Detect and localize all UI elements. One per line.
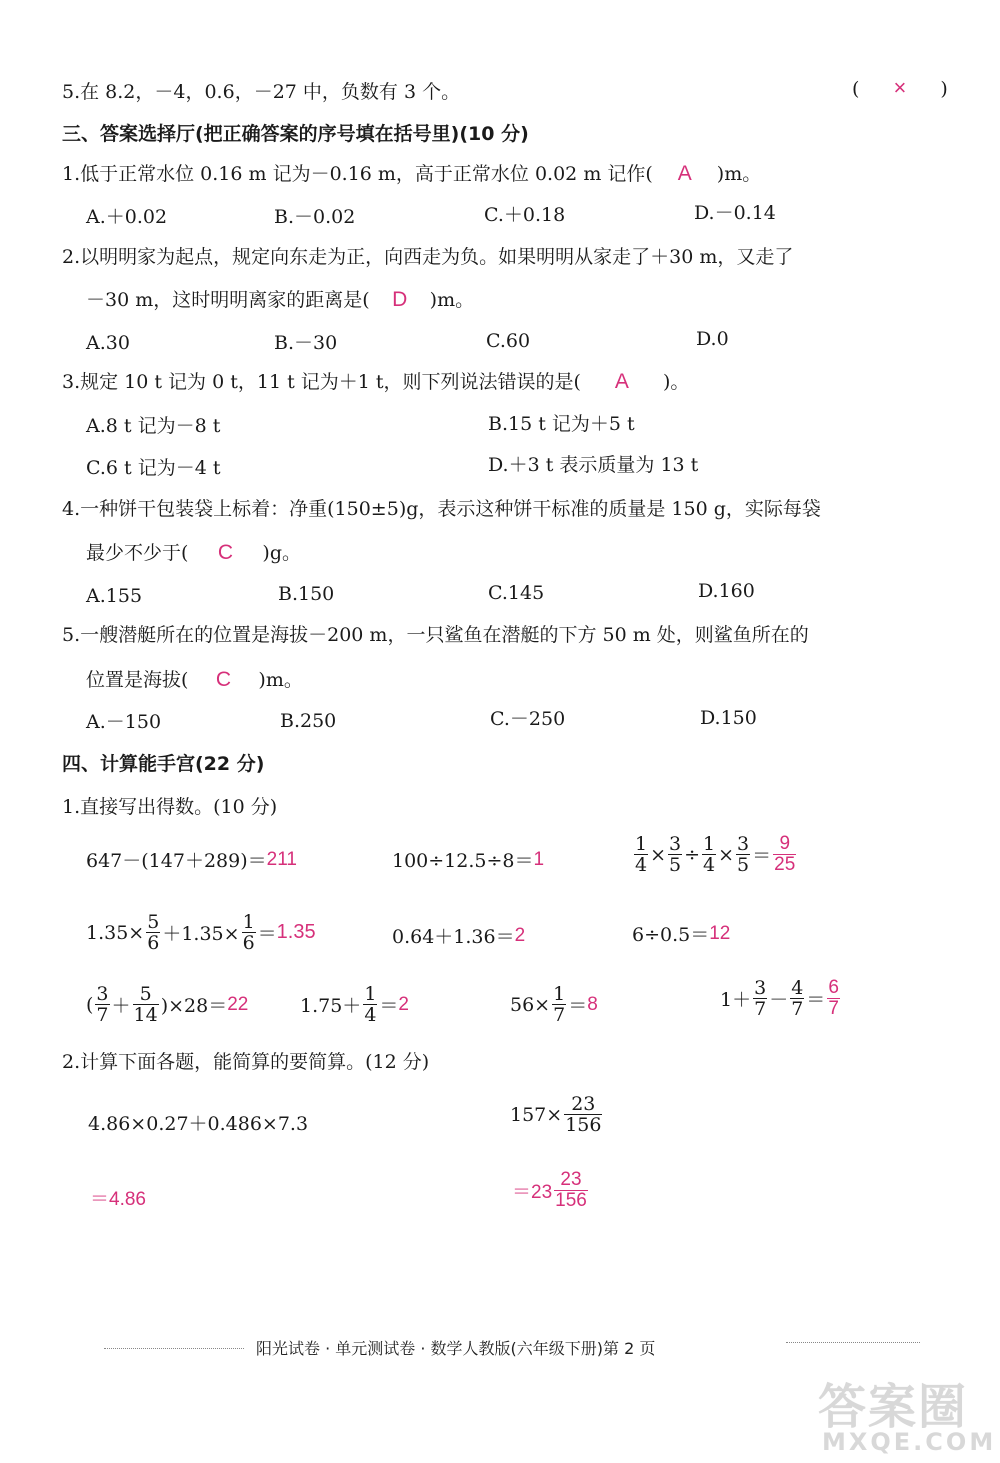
calc-1-answer: ＝4.86 bbox=[90, 1189, 146, 1210]
numerator: 23 bbox=[560, 1169, 582, 1190]
footer-text: 阳光试卷 · 单元测试卷 · 数学人教版(六年级下册)第 2 页 bbox=[256, 1339, 656, 1358]
denominator: 7 bbox=[791, 998, 804, 1020]
denominator: 7 bbox=[96, 1004, 109, 1026]
expr-7-answer: 22 bbox=[227, 993, 249, 1015]
expr-5-text: 0.64＋1.36＝ bbox=[392, 926, 515, 948]
section-4-title: 四、计算能手宫(22 分) bbox=[62, 753, 265, 775]
denominator: 6 bbox=[242, 932, 255, 954]
equals: ＝ bbox=[379, 995, 399, 1017]
expr-2-answer: 1 bbox=[533, 848, 545, 870]
q4-option-b: B.150 bbox=[278, 583, 335, 605]
fraction bbox=[133, 984, 159, 1025]
denominator: 7 bbox=[553, 1004, 566, 1026]
denominator: 5 bbox=[669, 854, 682, 876]
fraction bbox=[753, 978, 767, 1019]
expr-4-part: 1.35× bbox=[86, 921, 145, 944]
fraction bbox=[363, 984, 377, 1025]
equals: ＝ bbox=[752, 845, 772, 867]
numerator: 3 bbox=[96, 983, 109, 1005]
expr-5-answer: 2 bbox=[514, 924, 526, 946]
denominator: 4 bbox=[635, 854, 648, 876]
prev-item-bracket bbox=[852, 76, 948, 101]
expr-9-answer: 8 bbox=[587, 993, 598, 1015]
q1-option-c: C.＋0.18 bbox=[484, 204, 566, 226]
expr-10-part: 1＋ bbox=[720, 989, 752, 1011]
q4-line1: 4.一种饼干包装袋上标着：净重(150±5)g，表示这种饼干标准的质量是 150 g，实际每袋 bbox=[62, 498, 821, 520]
q4-option-c: C.145 bbox=[488, 582, 545, 604]
calc-2-part: 157× bbox=[510, 1103, 563, 1126]
q2-option-b: B.－30 bbox=[274, 332, 338, 354]
q1-stem bbox=[62, 162, 761, 186]
numerator: 5 bbox=[147, 911, 160, 933]
expr-4 bbox=[86, 912, 316, 953]
q2-text: －30 m，这时明明离家的距离是( bbox=[86, 289, 370, 311]
calc-2-expr bbox=[510, 1094, 604, 1135]
fraction bbox=[634, 834, 648, 875]
answer-fraction bbox=[827, 978, 840, 1019]
denominator: 5 bbox=[737, 854, 750, 876]
section-3-title: 三、答案选择厅(把正确答案的序号填在括号里)(10 分) bbox=[62, 123, 529, 145]
bracket-open: ( bbox=[852, 78, 860, 100]
numerator: 3 bbox=[669, 833, 682, 855]
numerator: 1 bbox=[703, 833, 716, 855]
denominator: 7 bbox=[828, 998, 839, 1019]
expr-8-part: 1.75＋ bbox=[300, 995, 362, 1017]
denominator: 6 bbox=[147, 932, 160, 954]
q4-option-a: A.155 bbox=[86, 585, 143, 607]
equals: ＝ bbox=[568, 995, 588, 1017]
expr-8-answer: 2 bbox=[398, 993, 409, 1015]
expr-7-part: )×28＝ bbox=[160, 995, 228, 1017]
q3-stem bbox=[62, 370, 689, 394]
denominator: 156 bbox=[555, 1190, 587, 1211]
equals: ＝ bbox=[806, 989, 826, 1011]
q2-unit: )m。 bbox=[429, 289, 475, 311]
expr-5 bbox=[392, 922, 525, 949]
numerator: 3 bbox=[754, 977, 767, 999]
expr-1 bbox=[86, 846, 297, 873]
operator: × bbox=[650, 843, 667, 866]
q3-option-c: C.6 t 记为－4 t bbox=[86, 457, 221, 479]
q1-option-b: B.－0.02 bbox=[274, 206, 356, 228]
q4-line2 bbox=[86, 541, 301, 565]
bracket-close: ) bbox=[940, 78, 948, 100]
q1-text: 1.低于正常水位 0.16 m 记为－0.16 m，高于正常水位 0.02 m 记作( bbox=[62, 163, 653, 185]
numerator: 9 bbox=[779, 833, 791, 854]
fraction bbox=[668, 834, 682, 875]
expr-2 bbox=[392, 846, 544, 873]
denominator: 25 bbox=[774, 854, 796, 875]
fraction bbox=[146, 912, 160, 953]
q3-option-a: A.8 t 记为－8 t bbox=[86, 415, 221, 437]
q5-option-d: D.150 bbox=[700, 707, 757, 729]
operator: ＋ bbox=[111, 995, 131, 1017]
numerator: 1 bbox=[364, 983, 377, 1005]
q2-option-d: D.0 bbox=[696, 328, 729, 350]
denominator: 14 bbox=[133, 1004, 158, 1026]
q4-option-d: D.160 bbox=[698, 580, 755, 602]
q3-text: 3.规定 10 t 记为 0 t，11 t 记为＋1 t，则下列说法错误的是( bbox=[62, 371, 581, 393]
expr-6 bbox=[632, 920, 730, 947]
fraction bbox=[95, 984, 109, 1025]
q5-line1: 5.一艘潜艇所在的位置是海拔－200 m，一只鲨鱼在潜艇的下方 50 m 处，则鲨鱼所在的 bbox=[62, 624, 809, 646]
q1-option-a: A.＋0.02 bbox=[86, 206, 168, 228]
watermark-url: MXQE.COM bbox=[822, 1428, 997, 1456]
watermark-logo: 答案圈 bbox=[818, 1379, 969, 1435]
q2-line2 bbox=[86, 288, 474, 312]
sub2-title: 2.计算下面各题，能简算的要简算。(12 分) bbox=[62, 1051, 430, 1073]
q2-answer: D bbox=[392, 288, 408, 311]
fraction bbox=[736, 834, 750, 875]
expr-6-text: 6÷0.5＝ bbox=[632, 924, 710, 946]
q5-unit: )m。 bbox=[258, 669, 303, 691]
q3-end: )。 bbox=[662, 371, 690, 393]
paren-open: ( bbox=[86, 993, 94, 1016]
expr-1-text: 647－(147＋289)＝ bbox=[86, 850, 267, 872]
q2-option-c: C.60 bbox=[486, 330, 531, 352]
operator: × bbox=[718, 843, 735, 866]
numerator: 4 bbox=[791, 977, 804, 999]
q1-option-d: D.－0.14 bbox=[694, 202, 776, 224]
denominator: 7 bbox=[754, 998, 767, 1020]
q4-unit: )g。 bbox=[262, 542, 301, 564]
denominator: 4 bbox=[364, 1004, 377, 1026]
q5-line2 bbox=[86, 668, 303, 692]
expr-7 bbox=[86, 984, 248, 1025]
numerator: 3 bbox=[737, 833, 750, 855]
q5-text: 位置是海拔( bbox=[86, 669, 189, 691]
numerator: 5 bbox=[139, 983, 152, 1005]
q4-answer: C bbox=[217, 541, 233, 564]
expr-4-part: ＋1.35× bbox=[162, 923, 240, 945]
numerator: 1 bbox=[242, 911, 255, 933]
answer-whole: ＝23 bbox=[512, 1182, 553, 1203]
q5-answer: C bbox=[215, 668, 231, 691]
numerator: 1 bbox=[553, 983, 566, 1005]
q5-option-a: A.－150 bbox=[86, 711, 162, 733]
fraction bbox=[242, 912, 256, 953]
q3-answer: A bbox=[614, 370, 629, 393]
numerator: 1 bbox=[635, 833, 648, 855]
calc-1-expr: 4.86×0.27＋0.486×7.3 bbox=[88, 1113, 309, 1135]
fraction bbox=[564, 1094, 602, 1135]
q3-option-d: D.＋3 t 表示质量为 13 t bbox=[488, 454, 699, 476]
prev-item-answer: × bbox=[893, 75, 907, 100]
denominator: 156 bbox=[565, 1114, 602, 1136]
fraction bbox=[702, 834, 716, 875]
prev-item-text: 5.在 8.2，－4，0.6，－27 中，负数有 3 个。 bbox=[62, 81, 461, 103]
expr-4-answer: 1.35 bbox=[276, 921, 316, 943]
expr-10 bbox=[720, 978, 842, 1019]
expr-6-answer: 12 bbox=[709, 922, 731, 944]
q2-line1: 2.以明明家为起点，规定向东走为正，向西走为负。如果明明从家走了＋30 m，又走了 bbox=[62, 246, 794, 268]
q1-answer: A bbox=[677, 162, 692, 185]
expr-9-part: 56× bbox=[510, 993, 551, 1016]
equals: ＝ bbox=[257, 923, 277, 945]
fraction bbox=[790, 978, 804, 1019]
q5-option-c: C.－250 bbox=[490, 708, 566, 730]
numerator: 23 bbox=[571, 1093, 596, 1115]
q1-unit: )m。 bbox=[716, 163, 762, 185]
q5-option-b: B.250 bbox=[280, 710, 337, 732]
footer-dots-right bbox=[786, 1342, 920, 1343]
expr-3 bbox=[632, 834, 798, 875]
answer-fraction bbox=[773, 834, 796, 875]
calc-2-answer bbox=[512, 1170, 590, 1211]
q2-option-a: A.30 bbox=[86, 332, 130, 354]
q3-option-b: B.15 t 记为＋5 t bbox=[488, 413, 635, 435]
operator: － bbox=[769, 989, 789, 1011]
fraction bbox=[552, 984, 566, 1025]
expr-2-text: 100÷12.5÷8＝ bbox=[392, 850, 534, 872]
q4-text: 最少不少于( bbox=[86, 542, 189, 564]
denominator: 4 bbox=[703, 854, 716, 876]
numerator: 6 bbox=[828, 977, 839, 998]
expr-9 bbox=[510, 984, 598, 1025]
operator: ÷ bbox=[684, 843, 701, 866]
sub1-title: 1.直接写出得数。(10 分) bbox=[62, 796, 278, 818]
expr-8 bbox=[300, 984, 409, 1025]
footer-dots-left bbox=[104, 1348, 244, 1349]
answer-fraction bbox=[554, 1170, 588, 1211]
expr-1-answer: 211 bbox=[266, 848, 297, 870]
